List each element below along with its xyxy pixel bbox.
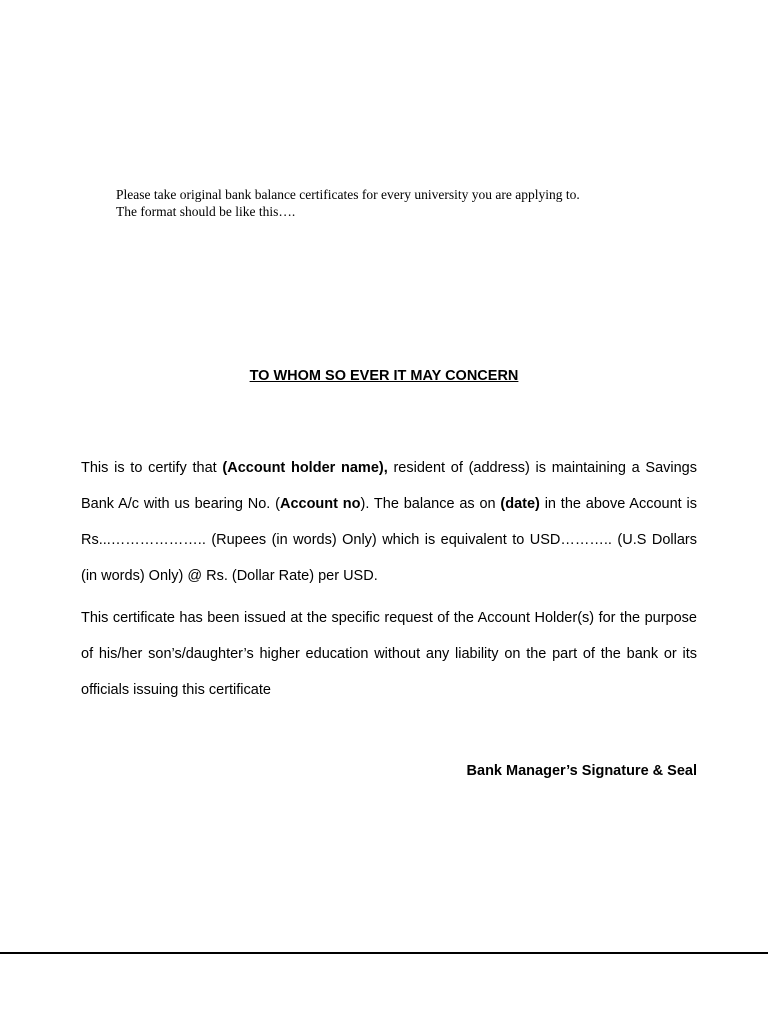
date-placeholder: (date)	[500, 496, 540, 512]
para1-text-3: ). The balance as on	[360, 496, 501, 512]
para1-text-2: resident of (address) is maintaining a Savings Bank A/c with us bearing No. (	[81, 460, 697, 512]
intro-line-2: The format should be like this….	[116, 204, 296, 219]
purpose-paragraph: This certificate has been issued at the specific request of the Account Holder(s) for the purpose of his/her son’s/daughter’s higher education without any liability on the part of the bank or its officials issuing this certificate	[81, 610, 697, 698]
account-holder-placeholder: (Account holder name),	[222, 460, 388, 476]
para1-text-1: This is to certify that	[81, 460, 223, 476]
certification-paragraph	[81, 450, 697, 594]
certificate-body	[81, 450, 697, 708]
intro-note	[116, 186, 676, 220]
page-divider	[0, 952, 768, 954]
certificate-heading: TO WHOM SO EVER IT MAY CONCERN	[249, 368, 519, 384]
para1-text-4: in the above Account is Rs...……………….. (Rupees (in words) Only) which is equivalent to USD……….. (U.S Dollars (in words) Only) @ Rs. (Dollar Rate) per USD.	[81, 496, 697, 584]
signature-line: Bank Manager’s Signature & Seal	[466, 763, 697, 779]
intro-line-1: Please take original bank balance certificates for every university you are applying to.	[116, 187, 580, 202]
account-no-placeholder: Account no	[279, 496, 361, 512]
